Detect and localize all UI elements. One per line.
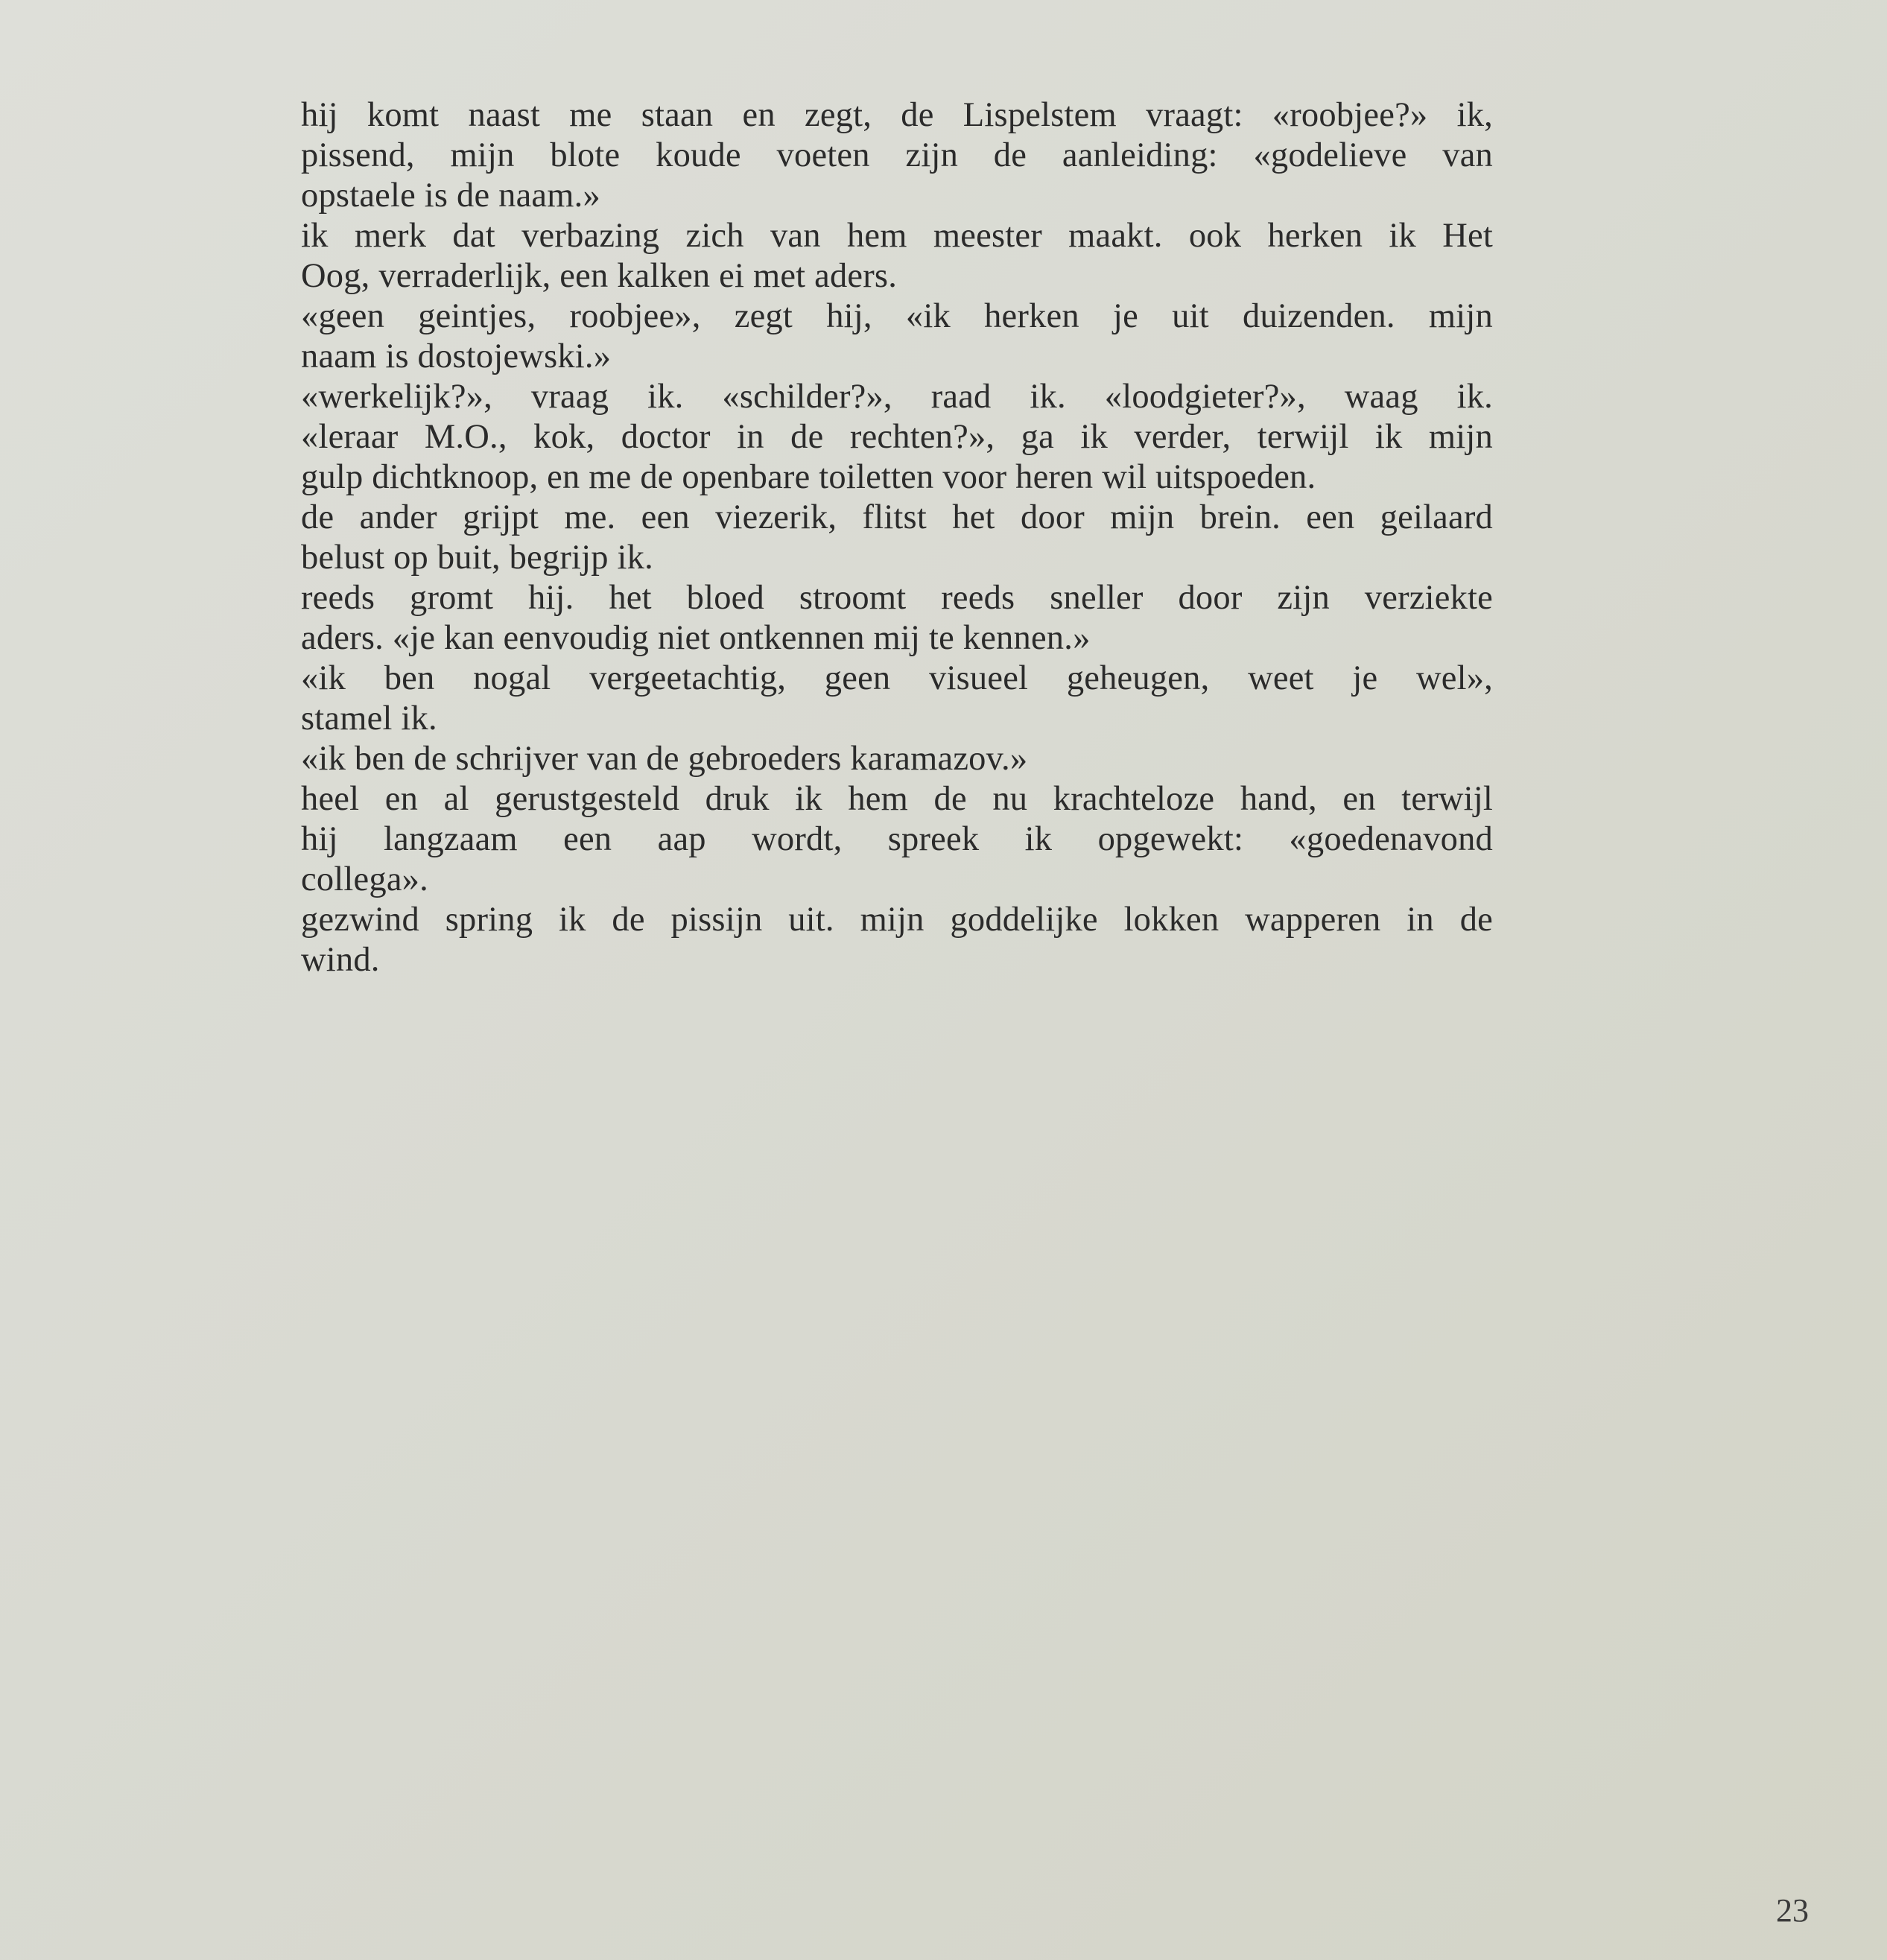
- page-number: 23: [1776, 1892, 1809, 1929]
- text-line: de ander grijpt me. een viezerik, flitst het door mijn brein. een geilaard: [301, 498, 1493, 536]
- text-line: «werkelijk?», vraag ik. «schilder?», raad ik. «loodgieter?», waag ik.: [301, 378, 1493, 416]
- text-line: Oog, verraderlijk, een kalken ei met aders.: [301, 257, 898, 295]
- text-line: pissend, mijn blote koude voeten zijn de aanleiding: «godelieve van: [301, 136, 1493, 174]
- text-line: gezwind spring ik de pissijn uit. mijn goddelijke lokken wapperen in de: [301, 901, 1493, 939]
- text-line: gulp dichtknoop, en me de openbare toiletten voor heren wil uitspoeden.: [301, 458, 1316, 496]
- text-line: «ik ben de schrijver van de gebroeders karamazov.»: [301, 740, 1028, 778]
- text-line: belust op buit, begrijp ik.: [301, 539, 653, 577]
- text-line: ik merk dat verbazing zich van hem meester maakt. ook herken ik Het: [301, 217, 1493, 255]
- body-text: [301, 95, 1493, 980]
- text-line: stamel ik.: [301, 700, 437, 738]
- text-line: heel en al gerustgesteld druk ik hem de nu krachteloze hand, en terwijl: [301, 780, 1493, 818]
- text-line: naam is dostojewski.»: [301, 337, 612, 375]
- text-line: wind.: [301, 941, 380, 979]
- text-line: hij komt naast me staan en zegt, de Lispelstem vraagt: «roobjee?» ik,: [301, 96, 1493, 134]
- text-line: hij langzaam een aap wordt, spreek ik opgewekt: «goedenavond: [301, 820, 1493, 858]
- text-line: aders. «je kan eenvoudig niet ontkennen mij te kennen.»: [301, 619, 1091, 657]
- text-line: opstaele is de naam.»: [301, 177, 600, 215]
- text-line: «ik ben nogal vergeetachtig, geen visueel geheugen, weet je wel»,: [301, 659, 1493, 697]
- text-line: «leraar M.O., kok, doctor in de rechten?», ga ik verder, terwijl ik mijn: [301, 418, 1493, 456]
- text-line: reeds gromt hij. het bloed stroomt reeds sneller door zijn verziekte: [301, 579, 1493, 617]
- text-line: collega».: [301, 860, 428, 898]
- text-line: «geen geintjes, roobjee», zegt hij, «ik herken je uit duizenden. mijn: [301, 297, 1493, 335]
